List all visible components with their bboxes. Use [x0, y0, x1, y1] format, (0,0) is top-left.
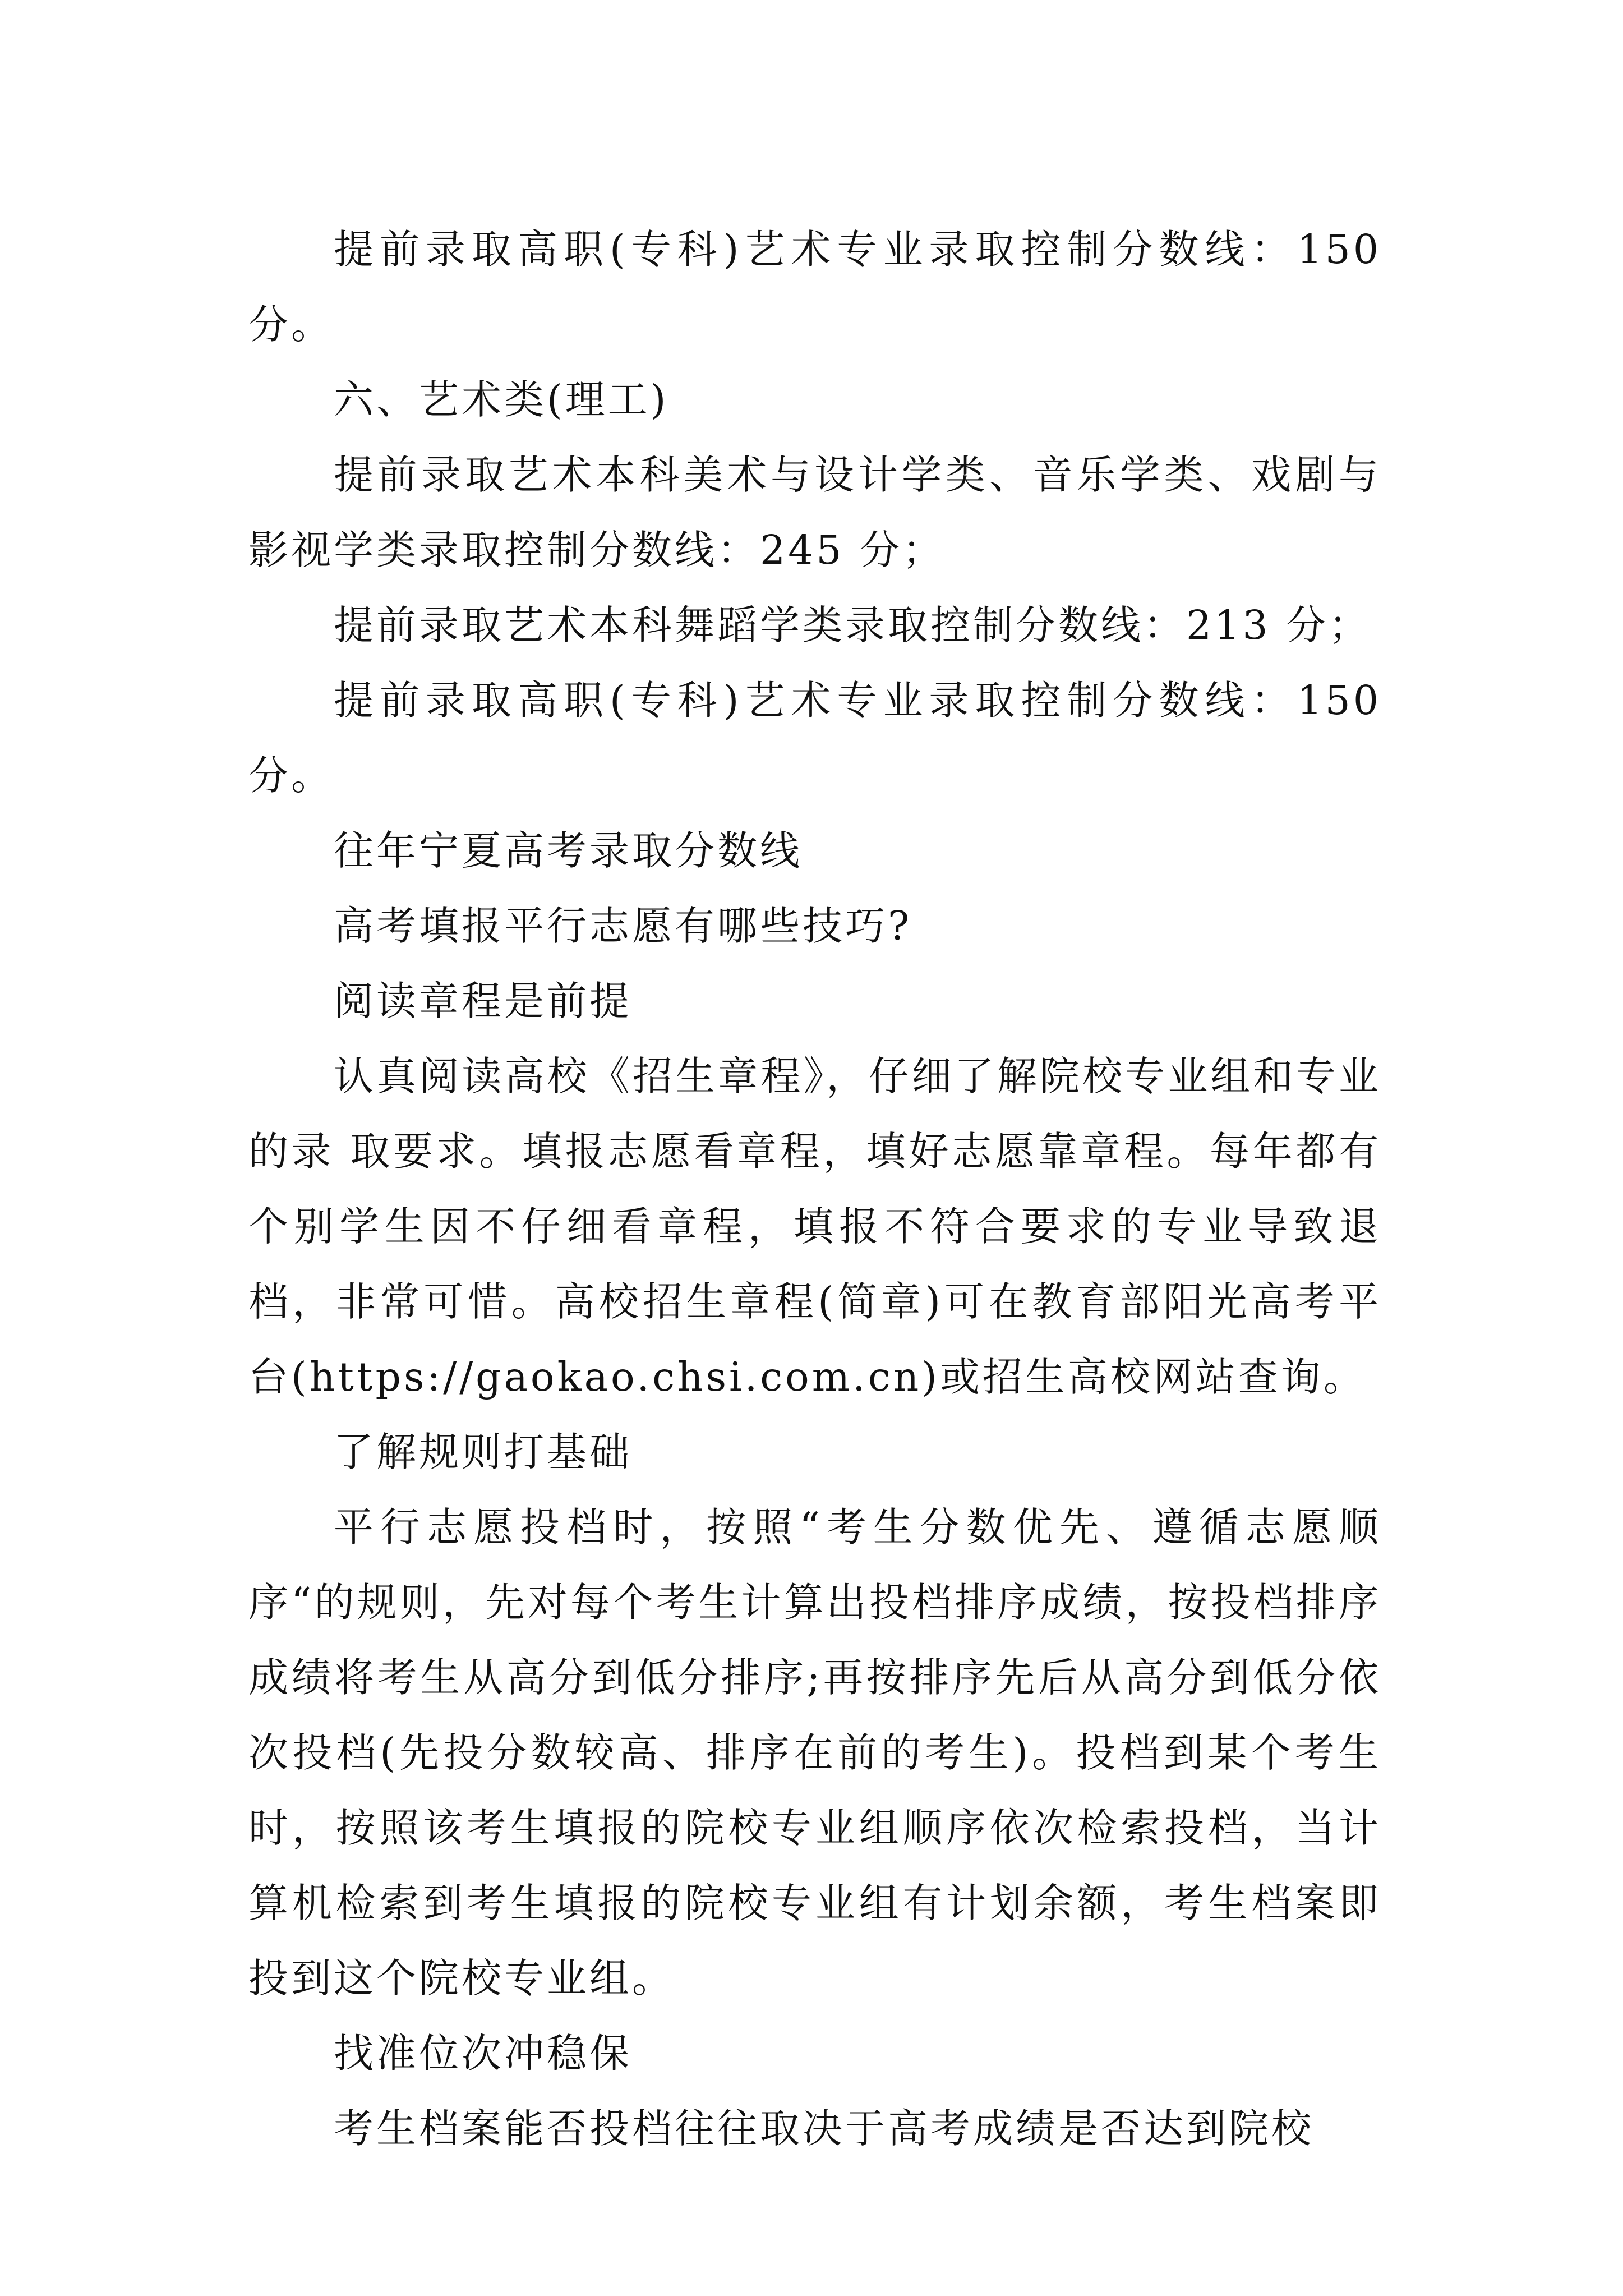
heading-past-ningxia-scores: 往年宁夏高考录取分数线 — [334, 827, 803, 874]
paragraph-dance-score: 提前录取艺术本科舞蹈学类录取控制分数线：213 分； — [334, 602, 1372, 648]
subheading-understand-rules: 了解规则打基础 — [334, 1429, 633, 1475]
paragraph-understand-rules: 平行志愿投档时，按照“考生分数优先、遵循志愿顺序“的规则，先对每个考生计算出投档排序成绩，按投档排序成绩将考生从高分到低分排序;再按排序先后从高分到低分依次投档(先投分数较高、排序在前的考生)。投档到某个考生时，按照该考生填报的院校专业组顺序依次检索投档，当计算机检索到考生填报的院校专业组有计划余额，考生档案即投到这个院校专业组。 — [248, 1504, 1381, 2001]
paragraph-art-vocational-score-1: 提前录取高职(专科)艺术专业录取控制分数线：150 分。 — [248, 226, 1381, 348]
paragraph-art-undergraduate-score: 提前录取艺术本科美术与设计学类、音乐学类、戏剧与影视学类录取控制分数线：245 分； — [248, 452, 1381, 573]
heading-parallel-volunteer-tips: 高考填报平行志愿有哪些技巧? — [334, 903, 912, 949]
subheading-find-rank: 找准位次冲稳保 — [334, 2030, 633, 2077]
subheading-read-charter: 阅读章程是前提 — [334, 978, 633, 1024]
document-body — [248, 212, 1381, 2166]
section-heading-art-science: 六、艺术类(理工) — [334, 376, 669, 423]
paragraph-read-charter: 认真阅读高校《招生章程》，仔细了解院校专业组和专业的录 取要求。填报志愿看章程，填好志愿靠章程。每年都有个别学生因不仔细看章程，填报不符合要求的专业导致退档，非常可惜。高校招生章程(简章)可在教育部阳光高考平台(https://gaokao.chsi.com.cn)或招生高校网站查询。 — [248, 1053, 1381, 1400]
paragraph-find-rank: 考生档案能否投档往往取决于高考成绩是否达到院校 — [334, 2105, 1315, 2152]
paragraph-art-vocational-score-2: 提前录取高职(专科)艺术专业录取控制分数线：150 分。 — [248, 677, 1381, 799]
